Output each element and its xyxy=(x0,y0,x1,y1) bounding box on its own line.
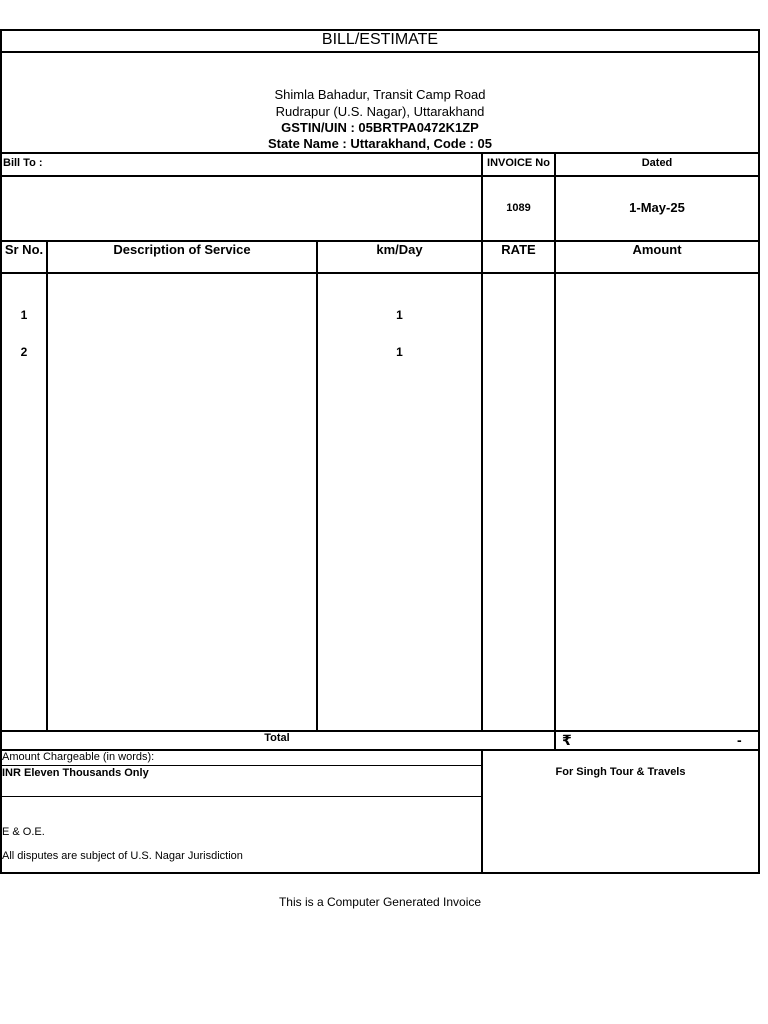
total-amount: - xyxy=(737,732,742,748)
total-currency-symbol: ₹ xyxy=(562,732,572,748)
amount-words-label: Amount Chargeable (in words): xyxy=(2,751,155,763)
company-state: State Name : Uttarakhand, Code : 05 xyxy=(268,136,492,151)
row-km-day: 1 xyxy=(396,345,403,359)
col-header-sr-no: Sr No. xyxy=(4,242,44,257)
dated-label: Dated xyxy=(641,157,673,169)
footer-note: This is a Computer Generated Invoice xyxy=(278,895,482,909)
col-header-amount: Amount xyxy=(632,242,682,257)
invoice-number: 1089 xyxy=(506,202,531,214)
jurisdiction-note: All disputes are subject of U.S. Nagar Jurisdiction xyxy=(2,850,243,862)
total-label: Total xyxy=(264,732,290,744)
invoice-title: BILL/ESTIMATE xyxy=(321,31,439,48)
bill-to-label: Bill To : xyxy=(3,157,43,169)
row-sr-no: 2 xyxy=(20,345,28,359)
col-header-rate: RATE xyxy=(501,242,536,257)
col-header-km-day: km/Day xyxy=(376,242,423,257)
row-sr-no: 1 xyxy=(20,308,28,322)
row-km-day: 1 xyxy=(396,308,403,322)
company-gstin: GSTIN/UIN : 05BRTPA0472K1ZP xyxy=(281,120,479,135)
eoe-note: E & O.E. xyxy=(2,826,45,838)
invoice-no-label: INVOICE No xyxy=(487,157,550,169)
signatory-company: For Singh Tour & Travels xyxy=(555,766,686,778)
amount-in-words: INR Eleven Thousands Only xyxy=(2,767,149,779)
company-address-line1: Shimla Bahadur, Transit Camp Road xyxy=(274,87,486,102)
invoice-date: 1-May-25 xyxy=(629,200,685,215)
company-address-line2: Rudrapur (U.S. Nagar), Uttarakhand xyxy=(275,104,485,119)
col-header-description: Description of Service xyxy=(113,242,251,257)
